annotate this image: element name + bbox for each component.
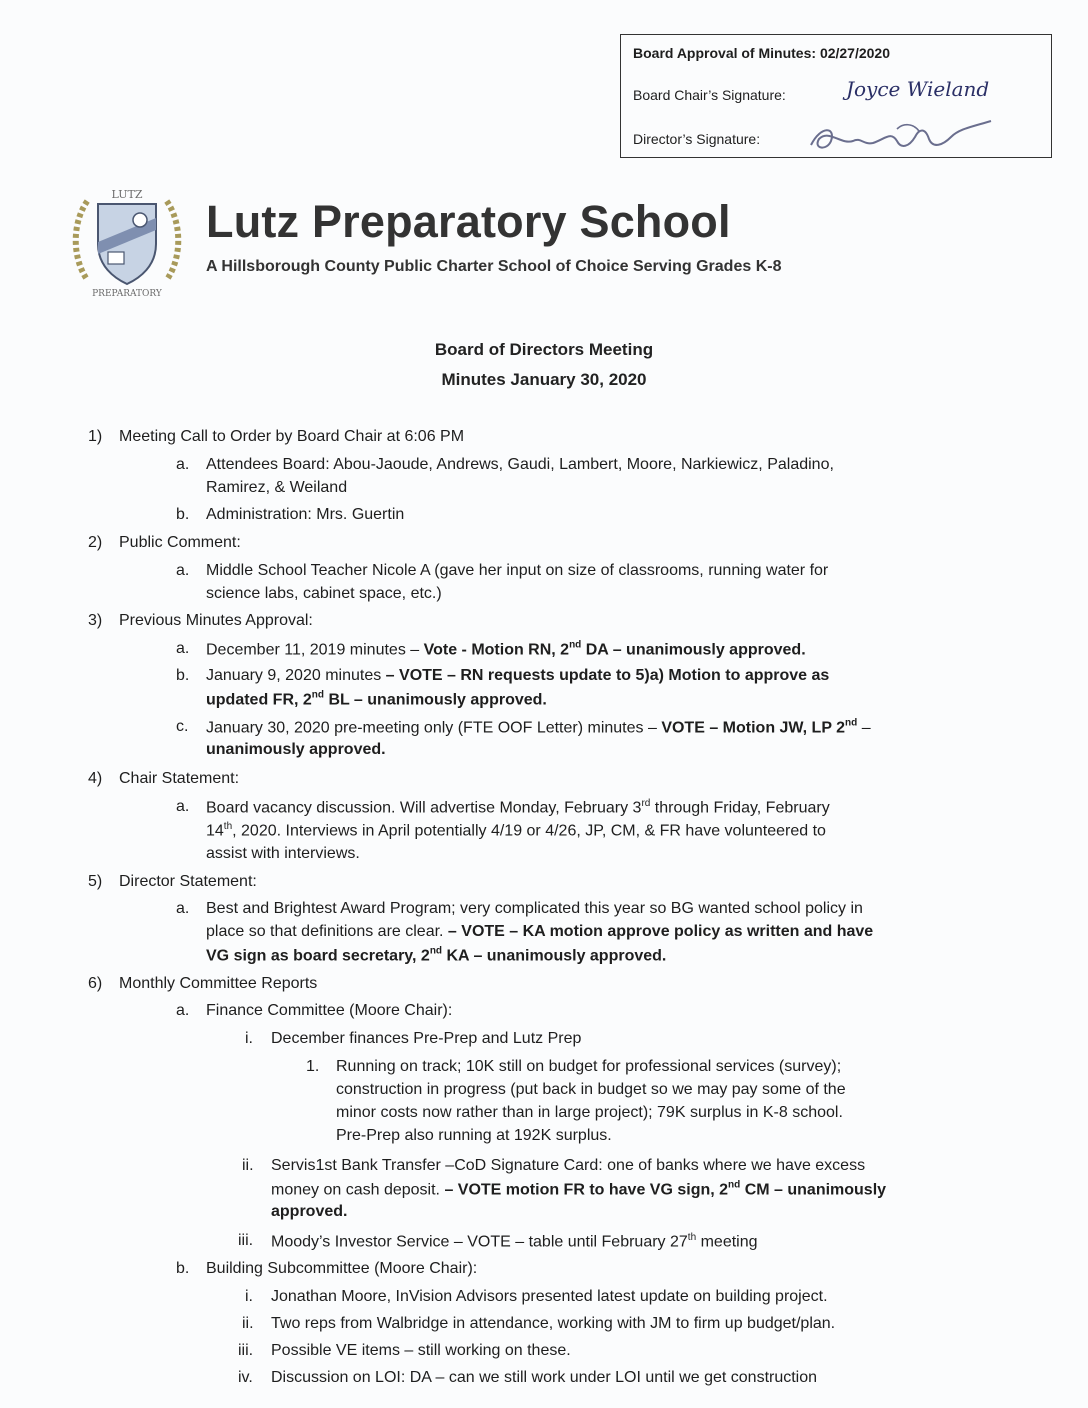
school-crest-logo xyxy=(68,182,186,300)
text-run: th xyxy=(223,821,233,832)
sub-text: Attendees Board: Abou-Jaoude, Andrews, Gaudi, Lambert, Moore, Narkiewicz, Paladino, xyxy=(206,456,834,473)
text-run: unanimously approved. xyxy=(206,741,386,758)
text-run: meeting xyxy=(696,1233,758,1251)
text-run: Board vacancy discussion. Will advertise Monday, February 3 xyxy=(206,799,642,817)
roman-text: Jonathan Moore, InVision Advisors presented latest update on building project. xyxy=(271,1288,828,1305)
roman-text xyxy=(271,1232,758,1251)
school-tagline: A Hillsborough County Public Charter School of Choice Serving Grades K-8 xyxy=(206,258,782,275)
roman-text: Possible VE items – still working on these. xyxy=(271,1342,571,1359)
logo-bottom-text: PREPARATORY xyxy=(92,289,162,299)
roman-text xyxy=(271,1180,886,1199)
text-run: VG sign as board secretary, 2 xyxy=(206,947,430,965)
roman-text: Servis1st Bank Transfer –CoD Signature Card: one of banks where we have excess xyxy=(271,1157,866,1174)
roman-text xyxy=(271,1203,347,1221)
text-run: updated FR, 2 xyxy=(206,691,312,709)
sub-text: Building Subcommittee (Moore Chair): xyxy=(206,1260,478,1277)
sub-text: assist with interviews. xyxy=(206,845,360,862)
text-run: January 30, 2020 pre-meeting only (FTE OOF Letter) minutes – xyxy=(206,719,662,737)
item-number: 1) xyxy=(88,428,103,445)
roman-text: Two reps from Walbridge in attendance, working with JM to firm up budget/plan. xyxy=(271,1315,836,1332)
sub-text xyxy=(206,798,830,817)
roman-marker: iii. xyxy=(238,1342,254,1359)
roman-marker: iii. xyxy=(238,1232,254,1249)
text-run: th xyxy=(687,1232,697,1243)
text-run: – xyxy=(857,719,871,737)
sub-marker: a. xyxy=(176,562,190,579)
sub-text: Administration: Mrs. Guertin xyxy=(206,506,405,523)
text-run: money on cash deposit. xyxy=(271,1181,445,1199)
sub-marker: a. xyxy=(176,900,190,917)
number-text: Running on track; 10K still on budget for professional services (survey); xyxy=(336,1058,842,1075)
item-heading: Chair Statement: xyxy=(119,770,240,787)
sub-text xyxy=(206,741,386,759)
number-text: Pre-Prep also running at 192K surplus. xyxy=(336,1127,612,1144)
sub-text: Ramirez, & Weiland xyxy=(206,479,348,496)
sub-text: Middle School Teacher Nicole A (gave her input on size of classrooms, running water for xyxy=(206,562,829,579)
item-heading: Monthly Committee Reports xyxy=(119,975,318,992)
meeting-date: Minutes January 30, 2020 xyxy=(441,370,647,389)
approval-box xyxy=(620,34,1052,158)
text-run: through Friday, February xyxy=(650,799,830,817)
number-text: minor costs now rather than in large project); 79K surplus in K-8 school. xyxy=(336,1104,843,1121)
roman-text: Discussion on LOI: DA – can we still work under LOI until we get construction xyxy=(271,1369,818,1386)
logo-top-text: LUTZ xyxy=(111,188,143,201)
text-run: CM – unanimously xyxy=(740,1181,887,1199)
approval-minutes-date: 02/27/2020 xyxy=(819,45,891,61)
roman-text: December finances Pre-Prep and Lutz Prep xyxy=(271,1030,582,1047)
sub-marker: b. xyxy=(176,667,190,684)
text-run: place so that definitions are clear. xyxy=(206,923,448,940)
sub-text xyxy=(206,690,547,709)
text-run: nd xyxy=(728,1180,741,1191)
sub-marker: c. xyxy=(176,718,189,735)
approval-minutes-label: Board Approval of Minutes: xyxy=(633,45,817,61)
text-run: VOTE – Motion JW, LP 2 xyxy=(661,719,846,737)
item-number: 2) xyxy=(88,534,103,551)
sub-text xyxy=(206,640,806,659)
text-run: December 11, 2019 minutes – xyxy=(206,641,424,659)
roman-marker: i. xyxy=(245,1030,253,1047)
text-run: – VOTE motion FR to have VG sign, 2 xyxy=(444,1181,729,1199)
sub-marker: a. xyxy=(176,798,190,815)
sub-text: Finance Committee (Moore Chair): xyxy=(206,1002,453,1019)
chair-signature: Joyce Wieland xyxy=(846,77,990,101)
sub-text: science labs, cabinet space, etc.) xyxy=(206,585,442,602)
number-text: construction in progress (put back in budget so we may pay some of the xyxy=(336,1081,846,1098)
text-run: nd xyxy=(569,640,582,651)
sub-marker: b. xyxy=(176,506,190,523)
item-number: 5) xyxy=(88,873,103,890)
roman-marker: iv. xyxy=(238,1369,253,1386)
number-marker: 1. xyxy=(306,1058,320,1075)
approval-minutes-row xyxy=(633,45,890,61)
text-run: KA – unanimously approved. xyxy=(442,947,667,965)
text-run: January 9, 2020 minutes xyxy=(206,667,386,684)
sub-marker: a. xyxy=(176,1002,190,1019)
director-signature-mark xyxy=(801,115,1001,159)
sub-marker: a. xyxy=(176,640,190,657)
text-run: rd xyxy=(641,798,651,809)
text-run: Moody’s Investor Service – VOTE – table until February 27 xyxy=(271,1233,688,1251)
sub-text xyxy=(206,821,826,840)
director-signature-label: Director’s Signature: xyxy=(633,131,761,147)
text-run: , 2020. Interviews in April potentially 4/19 or 4/26, JP, CM, & FR have volunteered to xyxy=(232,822,826,840)
item-number: 4) xyxy=(88,770,103,787)
text-run: Vote - Motion RN, 2 xyxy=(423,641,570,659)
sub-marker: b. xyxy=(176,1260,190,1277)
text-run: nd xyxy=(311,690,324,701)
text-run: 14 xyxy=(206,822,224,840)
sub-text: Best and Brightest Award Program; very complicated this year so BG wanted school policy in xyxy=(206,900,863,917)
text-run: – VOTE – RN requests update to 5)a) Motion to approve as xyxy=(385,667,830,684)
sub-marker: a. xyxy=(176,456,190,473)
meeting-title: Board of Directors Meeting xyxy=(434,340,654,359)
item-heading: Director Statement: xyxy=(119,873,257,890)
item-heading: Previous Minutes Approval: xyxy=(119,612,313,629)
text-run: BL – unanimously approved. xyxy=(324,691,547,709)
item-heading: Meeting Call to Order by Board Chair at 6:06 PM xyxy=(119,428,465,445)
sub-text xyxy=(206,667,829,685)
school-name: Lutz Preparatory School xyxy=(206,196,731,247)
sub-text xyxy=(206,923,873,941)
roman-marker: ii. xyxy=(242,1157,254,1174)
text-run: nd xyxy=(429,946,443,957)
item-number: 6) xyxy=(88,975,103,992)
roman-marker: ii. xyxy=(242,1315,254,1332)
item-number: 3) xyxy=(88,612,103,629)
sub-text xyxy=(206,718,871,737)
text-run: – VOTE – KA motion approve policy as written and have xyxy=(447,923,874,940)
text-run: nd xyxy=(845,718,858,729)
text-run: approved. xyxy=(271,1203,348,1220)
chair-signature-label: Board Chair’s Signature: xyxy=(633,87,786,103)
roman-marker: i. xyxy=(245,1288,253,1305)
sub-text xyxy=(206,946,666,965)
item-heading: Public Comment: xyxy=(119,534,241,551)
text-run: DA – unanimously approved. xyxy=(581,641,806,659)
